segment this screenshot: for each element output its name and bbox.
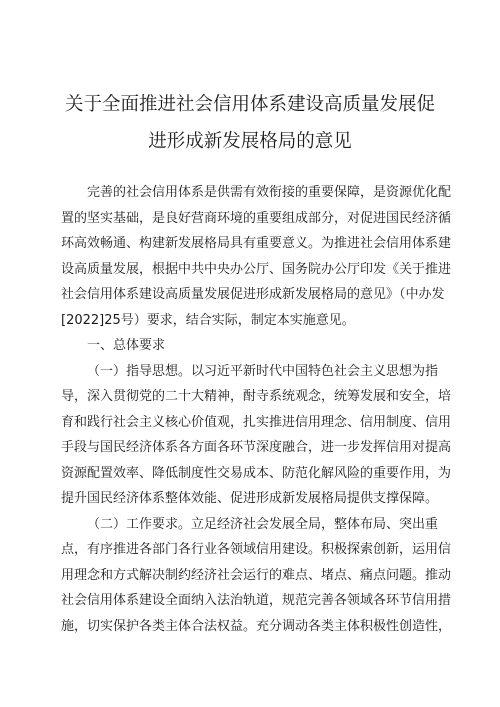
- paragraph-line: 设高质量发展，根据中共中央办公厅、国务院办公厅印发《关于推进: [61, 261, 452, 277]
- document-title-line-2: 进形成新发展格局的意见: [148, 131, 352, 152]
- paragraph-line: [2022]25号）要求，结合实际，制定本实施意见。: [61, 312, 355, 328]
- paragraph-line: 完善的社会信用体系是供需有效衔接的重要保障，是资源优化配: [87, 185, 452, 200]
- paragraph-line: 育和践行社会主义核心价值观，扎实推进信用理念、信用制度、信用: [61, 414, 452, 430]
- document-title-line-1: 关于全面推进社会信用体系建设高质量发展促: [64, 94, 435, 115]
- paragraph-line: 导，深入贯彻党的二十大精神，酎寺系统观念，统筹发展和安全，培: [61, 389, 452, 404]
- paragraph-line: 点，有序推进各部门各行业各领域信用建设。积极探索创新，运用信: [61, 542, 452, 557]
- paragraph-line: （二）工作要求。立足经济社会发展全局，整体布局、突出重: [87, 516, 439, 532]
- paragraph-line: 用理念和方式解决制约经济社会运行的难点、堵点、痛点问题。推动: [61, 567, 452, 583]
- paragraph-line: （一）指导思想。以习近平新时代中国特色社会主义思想为指: [87, 363, 439, 379]
- paragraph-line: 手段与国民经济体系各方面各环节深度融合，进一步发挥信用对提高: [61, 440, 452, 455]
- paragraph-line: 提升国民经济体系整体效能、促进形成新发展格局提供支撑保障。: [61, 491, 439, 506]
- section-heading: 一、总体要求: [87, 338, 166, 353]
- paragraph-line: 置的坚实基础，是良好营商环境的重要组成部分，对促进国民经济循: [61, 210, 452, 226]
- paragraph-line: 社会信用体系建设全面纳入法治轨道，规范完善各领域各环节信用措: [61, 593, 452, 608]
- document-body: [61, 180, 452, 639]
- paragraph-line: 环高效畅通、构建新发展格局具有重要意义。为推进社会信用体系建: [61, 236, 452, 251]
- paragraph-line: 社会信用体系建设高质量发展促进形成新发展格局的意见》（中办发: [61, 287, 445, 302]
- paragraph-line: 施，切实保护各类主体合法权益。充分调动各类主体积极性创造性，: [61, 618, 452, 634]
- paragraph-line: 资源配置效率、降低制度性交易成本、防范化解风险的重要作用，为: [61, 465, 452, 481]
